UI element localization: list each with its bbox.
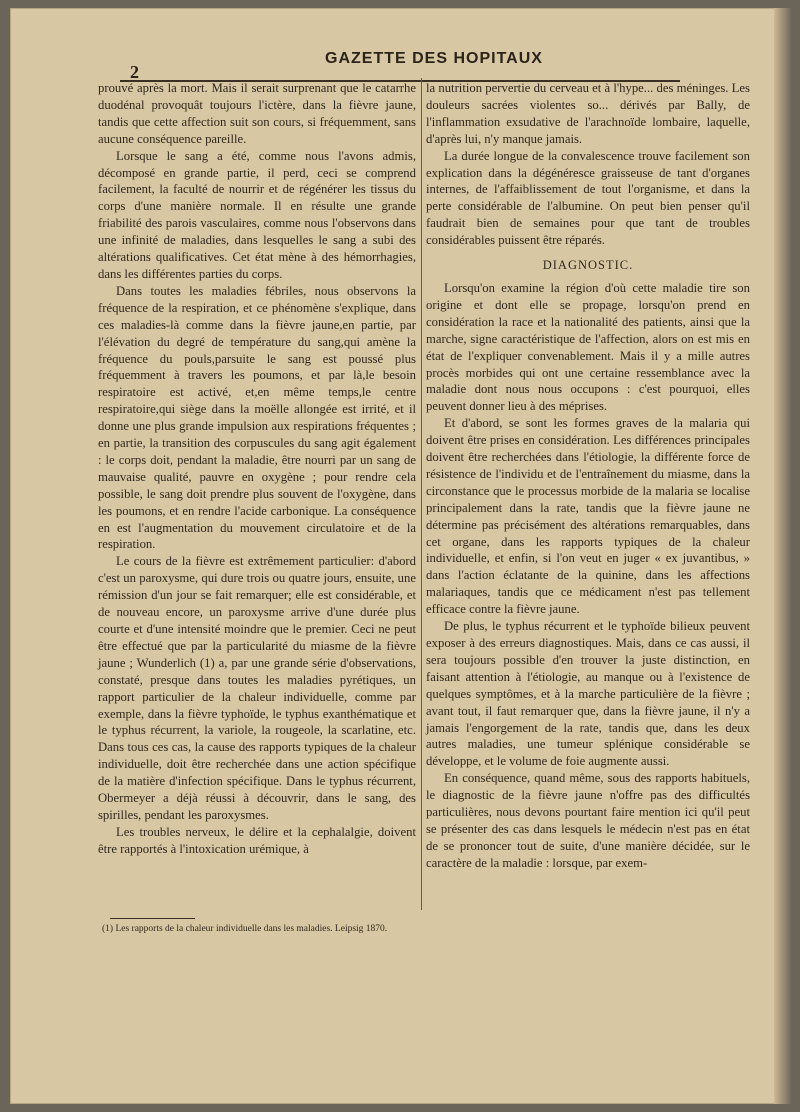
paragraph: Les troubles nerveux, le délire et la cephalalgie, doivent être rapportés à l'intoxication urémique, à xyxy=(98,824,416,856)
paragraph: la nutrition pervertie du cerveau et à l'hype... des méninges. Les douleurs sacrées violentes so... dérivés par Bally, de l'inflammation exsudative de l'arachnoïde lombaire, laquelle, d'après lui, n'y manque jamais. xyxy=(426,81,750,146)
footnote: (1) Les rapports de la chaleur individuelle dans les maladies. Leipsig 1870. xyxy=(102,924,388,934)
paragraph: Lorsqu'on examine la région d'où cette maladie tire son origine et dont elle se propage, lorsqu'on prend en considération la race et la nationalité des patients, ainsi que la marche, signe caractéristique de l'affection, alors on est mis en état de l'expliquer convenablement. Mais il y a mille autres procès morbides qui ont une certaine ressemblance avec la maladie dont nous nous occupons : c'est pourquoi, elles peuvent donner lieu à des méprises. xyxy=(426,280,750,414)
column-divider xyxy=(421,78,422,910)
section-heading: DIAGNOSTIC. xyxy=(542,258,634,273)
paragraph: Dans toutes les maladies fébriles, nous observons la fréquence de la respiration, et ce phénomène s'explique, dans ces maladies-là comme dans la fièvre jaune,en partie, par l'élévation du degré de température du sang,qui amène la fréquence du pouls,parsuite le sang est poussé plus fréquemment à travers les poumons, et par là,le besoin respiratoire est activé, et,en même temps,le centre respiratoire,qui siège dans la moëlle allongée est irrité, et il donne une plus grande impulsion aux respirations fréquentes ; en partie, la transition des corpuscules du sang agit également : le corps doit, pendant la maladie, être nourri par un sang de mauvaise qualité, pauvre en oxygène ; pour rendre cela possible, le sang doit prendre plus souvent de l'oxygène, dans les poumons, et en rendre l'acide carbonique. La conséquence en est l'augmentation du mouvement circulatoire et de la respiration. xyxy=(98,283,416,552)
paragraph: En conséquence, quand même, sous des rapports habituels, le diagnostic de la fièvre jaune n'offre pas des difficultés particulières, nous devons pourtant faire mention ici qu'il peut se présenter des cas dans lesquels le médecin n'est pas en état de se prononcer tout de suite, d'une manière décidée, sur le caractère de la maladie : lorsque, par exem- xyxy=(426,771,750,870)
page-number: 2 xyxy=(130,62,139,82)
paragraph: La durée longue de la convalescence trouve facilement son explication dans la dégénéresce graisseuse de tant d'organes internes, de l'affaiblissement de tout l'organisme, et dans la perte considérable de l'albumine. On peut bien penser qu'il faudrait bien de semaines pour que tant de troubles considérables puissent être réparés. xyxy=(426,148,750,248)
paragraph: prouvé après la mort. Mais il serait surprenant que le catarrhe duodénal provoquât toujours l'ictère, dans la fièvre jaune, tandis que cette affection suit son cours, si fréquemment, sans aucune conséquence pareille. xyxy=(98,81,416,146)
paragraph: Et d'abord, se sont les formes graves de la malaria qui doivent être prises en considération. Les différences principales doivent être recherchées dans l'étiologie, la différente force de résistence de l'individu et de l'entraînement du miasme, dans la circonstance que le processus morbide de la malaria se localise principalement dans la rate, tandis que la fièvre jaune ne détermine pas précisément des altérations remarquables, dans cet organe, dans les rapports typiques de la chaleur individuelle, et enfin, si l'on veut en juger « ex juvantibus, » dans l'action éclatante de la quinine, dans les affections malariaques, tandis que ce médicament n'est pas tellement efficace contre la fièvre jaune. xyxy=(426,416,750,617)
paragraph: Lorsque le sang a été, comme nous l'avons admis, décomposé en grande partie, il perd, ceci se comprend facilement, la faculté de nourrir et de régénérer les tissus du corps d'une manière normale. Il en résulte une grande friabilité des parois vasculaires, comme nous l'observons dans une infinité de maladies, dans lesquelles le sang a subi des altérations qualificatives. Cet état mène à des hémorrhagies, dans les différentes parties du corps. xyxy=(98,148,416,281)
newspaper-title: GAZETTE DES HOPITAUX xyxy=(325,50,543,67)
footnote-rule xyxy=(110,918,195,919)
paragraph: Le cours de la fièvre est extrêmement particulier: d'abord c'est un paroxysme, qui dure trois ou quatre jours, ensuite, une rémission d'un jour se fait remarquer; elle est considérable, et de nouveau encore, un paroxysme arrive d'une durée plus courte et d'une intensité moindre que le premier. Ceci ne peut être effectué que par la particularité du miasme de la fièvre jaune ; Wunderlich (1) a, par une grande série d'observations, constaté, presque dans toutes les maladies pyrétiques, un rapport particulier de la chaleur individuelle, comme par exemple, dans la fièvre typhoïde, le typhus exanthématique et le typhus récurrent, la variole, la rougeole, la scarlatine, etc. Dans tous ces cas, la cause des rapports typiques de la chaleur individuelle, doit être recherchée dans une action spécifique de la matière d'infection spécifique. Dans le typhus récurrent, Obermeyer a déjà réussi à découvrir, dans le sang, des spirilles, pendant les paroxysmes. xyxy=(98,554,416,822)
right-column xyxy=(426,80,750,872)
left-column xyxy=(98,80,416,858)
paragraph: De plus, le typhus récurrent et le typhoïde bilieux peuvent exposer à des erreurs diagnostiques. Mais, dans ce cas aussi, il sera toujours possible d'en trouver la juste distinction, en faisant attention à l'étiologie, au manque ou à l'existence de quelques symptômes, et à la marche particulière de la fièvre ; avant tout, il faut remarquer que, dans la fièvre jaune, il n'y a jamais l'engorgement de la rate, tandis que, dans les deux autres maladies, une tumeur splénique considérable se développe, et le volume de foie augmente aussi. xyxy=(426,619,750,769)
